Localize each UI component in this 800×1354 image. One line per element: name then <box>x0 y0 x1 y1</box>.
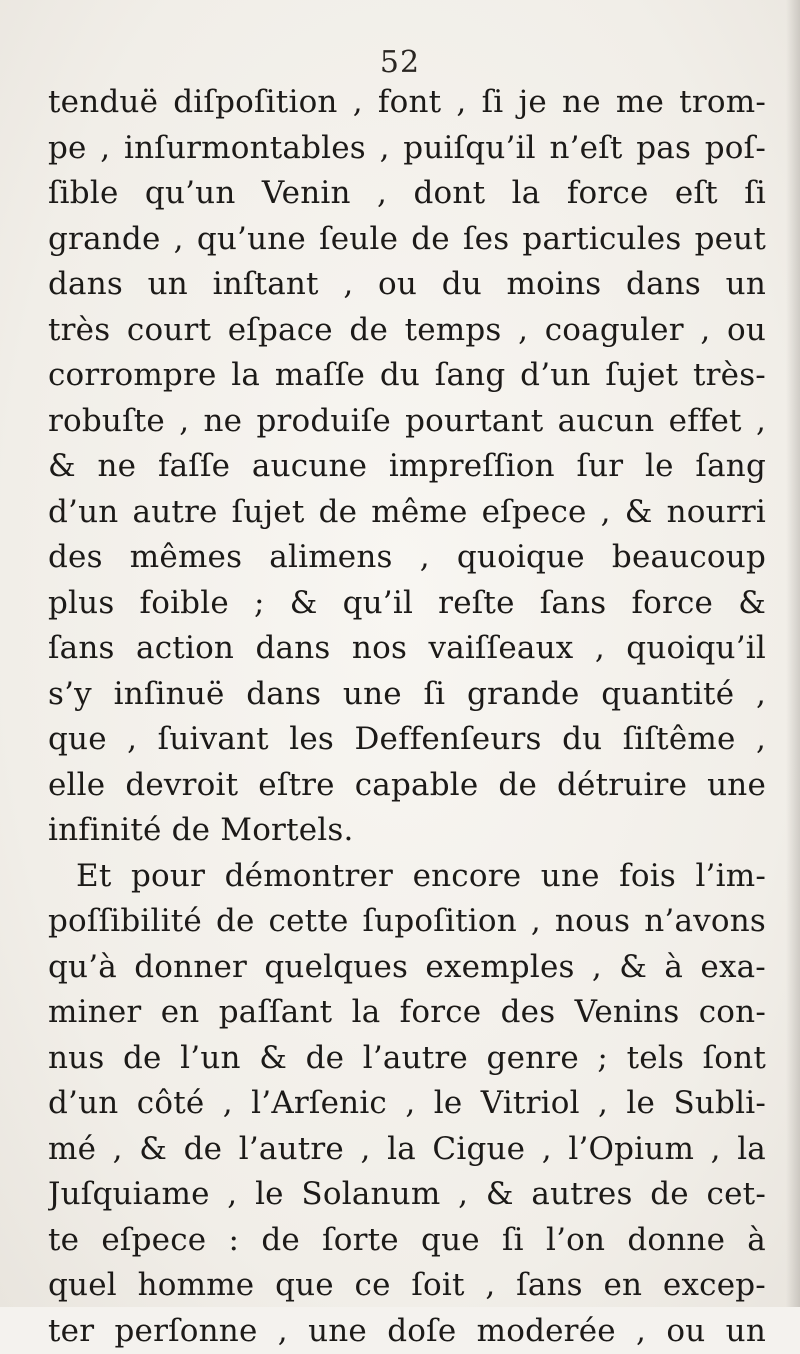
paragraph-start-line: Et pour démontrer encore une fois l’im- <box>48 854 766 900</box>
text-line: corrompre la maſſe du ſang d’un ſujet très- <box>48 353 766 399</box>
text-line: d’un côté , l’Arſenic , le Vitriol , le Subli- <box>48 1081 766 1127</box>
text-line: & ne faſſe aucune impreſſion ſur le ſang <box>48 444 766 490</box>
text-line: plus foible ; & qu’il reſte ſans force & <box>48 581 766 627</box>
text-line: dans un inſtant , ou du moins dans un <box>48 262 766 308</box>
text-line: Juſquiame , le Solanum , & autres de cet- <box>48 1172 766 1218</box>
text-line: ſible qu’un Venin , dont la force eſt ſi <box>48 171 766 217</box>
page-edge-shadow <box>786 0 800 1307</box>
text-line: quel homme que ce ſoit , ſans en excep- <box>48 1263 766 1309</box>
text-line: miner en paſſant la force des Venins con- <box>48 990 766 1036</box>
text-line: s’y inſinuë dans une ſi grande quantité , <box>48 672 766 718</box>
text-line: tenduë diſpoſition , font , ſi je ne me trom- <box>48 80 766 126</box>
text-line: ſans action dans nos vaiſſeaux , quoiqu’il <box>48 626 766 672</box>
text-line: poſſibilité de cette ſupoſition , nous n’avons <box>48 899 766 945</box>
text-line: mé , & de l’autre , la Cigue , l’Opium , la <box>48 1127 766 1173</box>
text-line: qu’à donner quelques exemples , & à exa- <box>48 945 766 991</box>
body-text <box>48 80 766 1354</box>
text-line: elle devroit eſtre capable de détruire une <box>48 763 766 809</box>
paragraph-end-line: infinité de Mortels. <box>48 808 766 854</box>
text-line: te eſpece : de ſorte que ſi l’on donne à <box>48 1218 766 1264</box>
text-line: ter perſonne , une doſe moderée , ou un <box>48 1309 766 1354</box>
text-line: pe , inſurmontables , puiſqu’il n’eſt pas poſ- <box>48 126 766 172</box>
text-line: que , ſuivant les Deffenſeurs du ſiſtême , <box>48 717 766 763</box>
text-line: d’un autre ſujet de même eſpece , & nourri <box>48 490 766 536</box>
text-line: très court eſpace de temps , coaguler , ou <box>48 308 766 354</box>
text-line: des mêmes alimens , quoique beaucoup <box>48 535 766 581</box>
text-line: grande , qu’une ſeule de ſes particules peut <box>48 217 766 263</box>
page-number: 52 <box>0 46 800 80</box>
text-line: nus de l’un & de l’autre genre ; tels ſont <box>48 1036 766 1082</box>
text-line: robuſte , ne produiſe pourtant aucun effet , <box>48 399 766 445</box>
